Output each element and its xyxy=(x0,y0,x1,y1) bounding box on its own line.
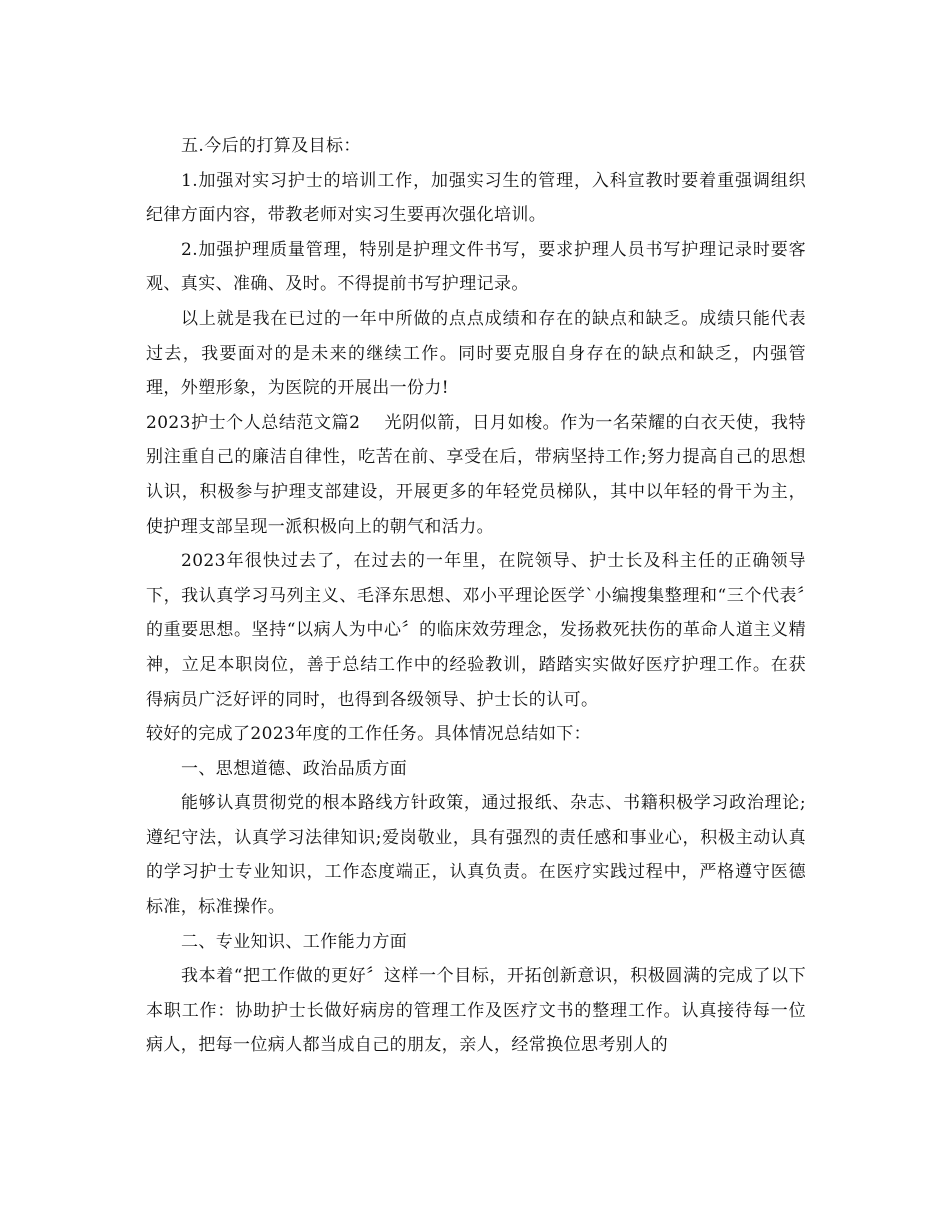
closing-paragraph: 以上就是我在已过的一年中所做的点点成绩和存在的缺点和缺乏。成绩只能代表过去，我要面对的是未来的继续工作。同时要克服自身存在的缺点和缺乏，内强管理，外塑形象，为医院的开展出一份力! xyxy=(146,308,806,399)
section-2-body: 我本着“把工作做的更好〞这样一个目标，开拓创新意识，积极圆满的完成了以下本职工作：协助护士长做好病房的管理工作及医疗文书的整理工作。认真接待每一位病人，把每一位病人都当成自己的朋友，亲人，经常换位思考别人的 xyxy=(146,966,806,1056)
goal-paragraph-1: 1.加强对实习护士的培训工作，加强实习生的管理，入科宣教时要着重强调组织纪律方面内容，带教老师对实习生要再次强化培训。 xyxy=(146,170,806,226)
section-1-title: 一、思想道德、政治品质方面 xyxy=(181,758,408,779)
summary-tail-paragraph: 较好的完成了2023年度的工作任务。具体情况总结如下： xyxy=(146,724,592,745)
section-1-body: 能够认真贯彻党的根本路线方针政策，通过报纸、杂志、书籍积极学习政治理论;遵纪守法，认真学习法律知识;爱岗敬业，具有强烈的责任感和事业心，积极主动认真的学习护士专业知识，工作态度端正，认真负责。在医疗实践过程中，严格遵守医德标准，标准操作。 xyxy=(146,793,806,918)
document-body xyxy=(146,129,806,1063)
article-2-title: 2023护士个人总结范文篇2 xyxy=(146,412,361,433)
summary-paragraph: 2023年很快过去了，在过去的一年里，在院领导、护士长及科主任的正确领导下，我认真学习马列主义、毛泽东思想、邓小平理论医学`小编搜集整理和“三个代表〞的重要思想。坚持“以病人为中心〞的临床效劳理念，发扬救死扶伤的革命人道主义精神，立足本职岗位，善于总结工作中的经验教训，踏踏实实做好医疗护理工作。在获得病员广泛好评的同时，也得到各级领导、护士长的认可。 xyxy=(146,551,806,710)
article-2-intro-paragraph xyxy=(146,406,806,544)
goal-paragraph-2: 2.加强护理质量管理，特别是护理文件书写，要求护理人员书写护理记录时要客观、真实、准确、及时。不得提前书写护理记录。 xyxy=(146,239,806,295)
article-2-intro: 光阴似箭，日月如梭。作为一名荣耀的白衣天使，我特别注重自己的廉洁自律性，吃苦在前、享受在后，带病坚持工作;努力提高自己的思想认识，积极参与护理支部建设，开展更多的年轻党员梯队，其中以年轻的骨干为主，使护理支部呈现一派积极向上的朝气和活力。 xyxy=(146,412,806,537)
section-2-title: 二、专业知识、工作能力方面 xyxy=(181,931,408,952)
section-5-heading: 五.今后的打算及目标： xyxy=(181,136,361,156)
